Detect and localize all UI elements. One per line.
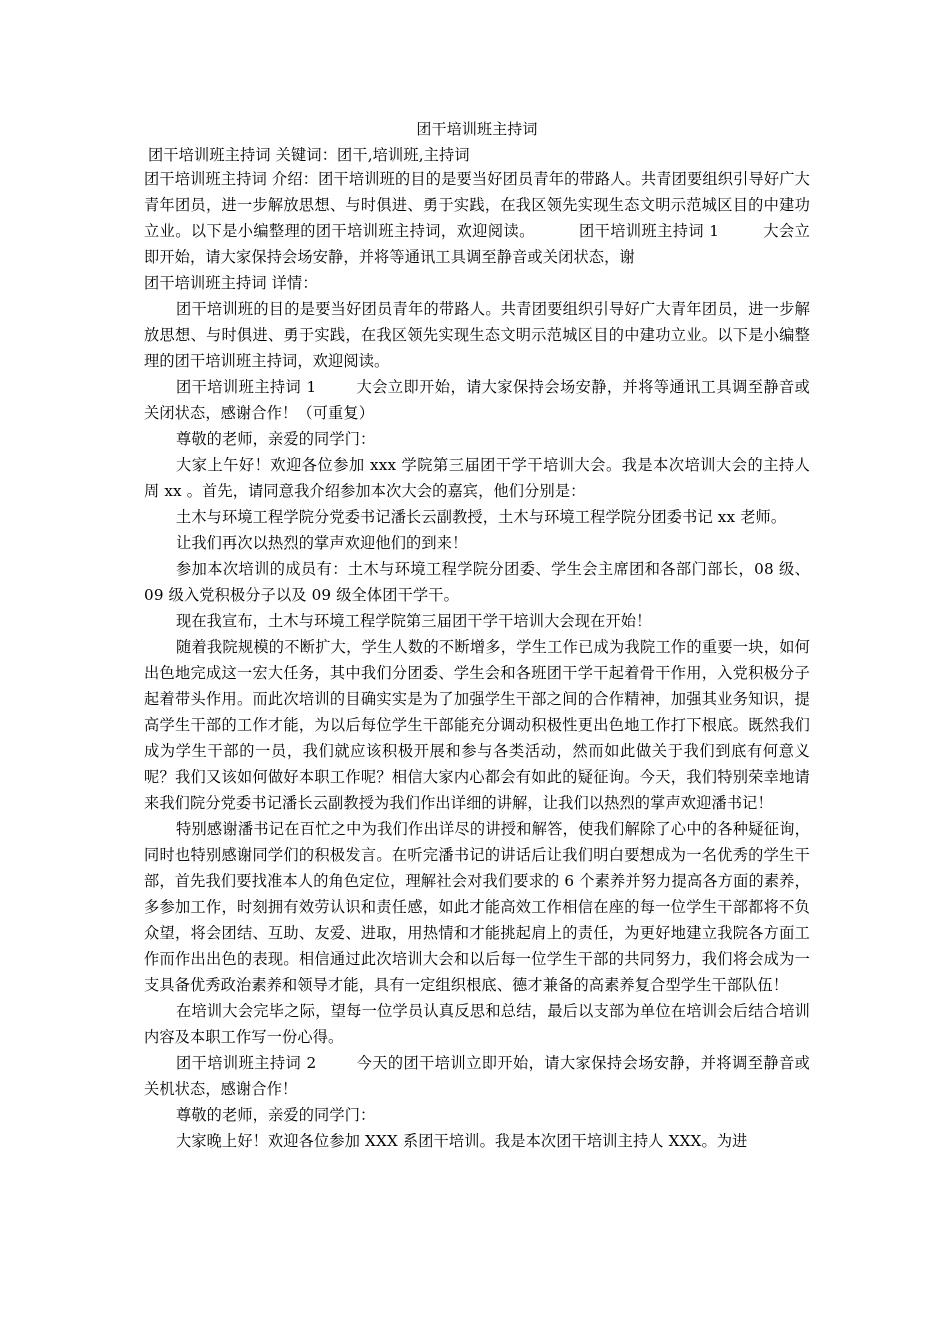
intro-tail-label: 团干培训班主持词 1	[578, 222, 720, 240]
body-paragraph	[144, 816, 810, 998]
body-paragraph	[144, 1050, 810, 1102]
paragraph-text: 团干培训班的目的是要当好团员青年的带路人。共青团要组织引导好广大青年团员，进一步解放思想、与时俱进、勇于实践，在我区领先实现生态文明示范城区目的中建功立业。以下是小编整理的团干培训班主持词，欢迎阅读。	[144, 300, 810, 370]
body-paragraph	[144, 1102, 810, 1128]
intro-paragraph	[144, 166, 810, 270]
paragraph-text: 尊敬的老师，亲爱的同学门：	[176, 430, 376, 448]
document-title: 团干培训班主持词	[416, 120, 538, 138]
paragraph-text: 尊敬的老师，亲爱的同学门：	[176, 1106, 376, 1124]
body-paragraph	[144, 608, 810, 634]
paragraph-text: 让我们再次以热烈的掌声欢迎他们的到来！	[176, 534, 468, 552]
paragraph-text: 在培训大会完毕之际，望每一位学员认真反思和总结，最后以支部为单位在培训会后结合培训内容及本职工作写一份心得。	[144, 1002, 810, 1046]
body-paragraph	[144, 998, 810, 1050]
details-label: 团干培训班主持词 详情：	[144, 274, 318, 292]
keywords-line: 团干培训班主持词 关键词：团干,培训班,主持词	[148, 146, 470, 164]
intro-text: 团干培训班主持词 介绍：团干培训班的目的是要当好团员青年的带路人。共青团要组织引导好广大青年团员，进一步解放思想、与时俱进、勇于实践，在我区领先实现生态文明示范城区目的中建功立业。以下是小编整理的团干培训班主持词，欢迎阅读。	[144, 170, 810, 240]
paragraph-text: 大家上午好！欢迎各位参加 xxx 学院第三届团干学干培训大会。我是本次培训大会的主持人周 xx 。首先，请同意我介绍参加本次大会的嘉宾，他们分别是：	[144, 456, 810, 500]
body-paragraph	[144, 1128, 810, 1154]
paragraph-text: 土木与环境工程学院分党委书记潘长云副教授，土木与环境工程学院分团委书记 xx 老师。	[176, 508, 787, 526]
body-paragraph	[144, 634, 810, 816]
document-page	[144, 118, 810, 1154]
body-paragraph	[144, 426, 810, 452]
intro-tail-text: 大会立即开始，请大家保持会场安静，并将等通讯工具调至静音或关闭状态，谢	[144, 222, 811, 266]
paragraph-text: 大会立即开始，请大家保持会场安静，并将等通讯工具调至静音或关闭状态，感谢合作！（可重复）	[144, 378, 810, 422]
section-label: 团干培训班主持词 1	[176, 378, 317, 396]
section-label: 团干培训班主持词 2	[176, 1054, 317, 1072]
paragraph-text: 大家晚上好！欢迎各位参加 XXX 系团干培训。我是本次团干培训主持人 XXX。为进	[176, 1132, 748, 1150]
paragraph-text: 今天的团干培训立即开始，请大家保持会场安静，并将调至静音或关机状态，感谢合作！	[144, 1054, 810, 1098]
body-paragraph	[144, 452, 810, 504]
paragraph-text: 现在我宣布，土木与环境工程学院第三届团干学干培训大会现在开始！	[176, 612, 652, 630]
body-paragraph	[144, 530, 810, 556]
body-paragraph	[144, 504, 810, 530]
body-paragraphs	[144, 296, 810, 1154]
paragraph-text: 参加本次培训的成员有：土木与环境工程学院分团委、学生会主席团和各部门部长，08 级、09 级入党积极分子以及 09 级全体团干学干。	[144, 560, 810, 604]
body-paragraph	[144, 556, 810, 608]
body-paragraph	[144, 374, 810, 426]
paragraph-text: 随着我院规模的不断扩大，学生人数的不断增多，学生工作已成为我院工作的重要一块，如何出色地完成这一宏大任务，其中我们分团委、学生会和各班团干学干起着骨干作用，入党积极分子起着带头作用。而此次培训的目确实实是为了加强学生干部之间的合作精神，加强其业务知识，提高学生干部的工作才能，为以后每位学生干部能充分调动积极性更出色地工作打下根底。既然我们成为学生干部的一员，我们就应该积极开展和参与各类活动，然而如此做关于我们到底有何意义呢？我们又该如何做好本职工作呢？相信大家内心都会有如此的疑征询。今天，我们特别荣幸地请来我们院分党委书记潘长云副教授为我们作出详细的讲解，让我们以热烈的掌声欢迎潘书记！	[144, 638, 810, 812]
paragraph-text: 特别感谢潘书记在百忙之中为我们作出详尽的讲授和解答，使我们解除了心中的各种疑征询，同时也特别感谢同学们的积极发言。在听完潘书记的讲话后让我们明白要想成为一名优秀的学生干部，首先我们要找准本人的角色定位，理解社会对我们要求的 6 个素养并努力提高各方面的素养，多参加工作，时刻拥有效劳认识和责任感，如此才能高效工作相信在座的每一位学生干部都将不负众望，将会团结、互助、友爱、进取，用热情和才能挑起肩上的责任，为更好地建立我院各方面工作而作出出色的表现。相信通过此次培训大会和以后每一位学生干部的共同努力，我们将会成为一支具备优秀政治素养和领导才能，具有一定组织根底、德才兼备的高素养复合型学生干部队伍！	[144, 820, 810, 994]
body-paragraph	[144, 296, 810, 374]
